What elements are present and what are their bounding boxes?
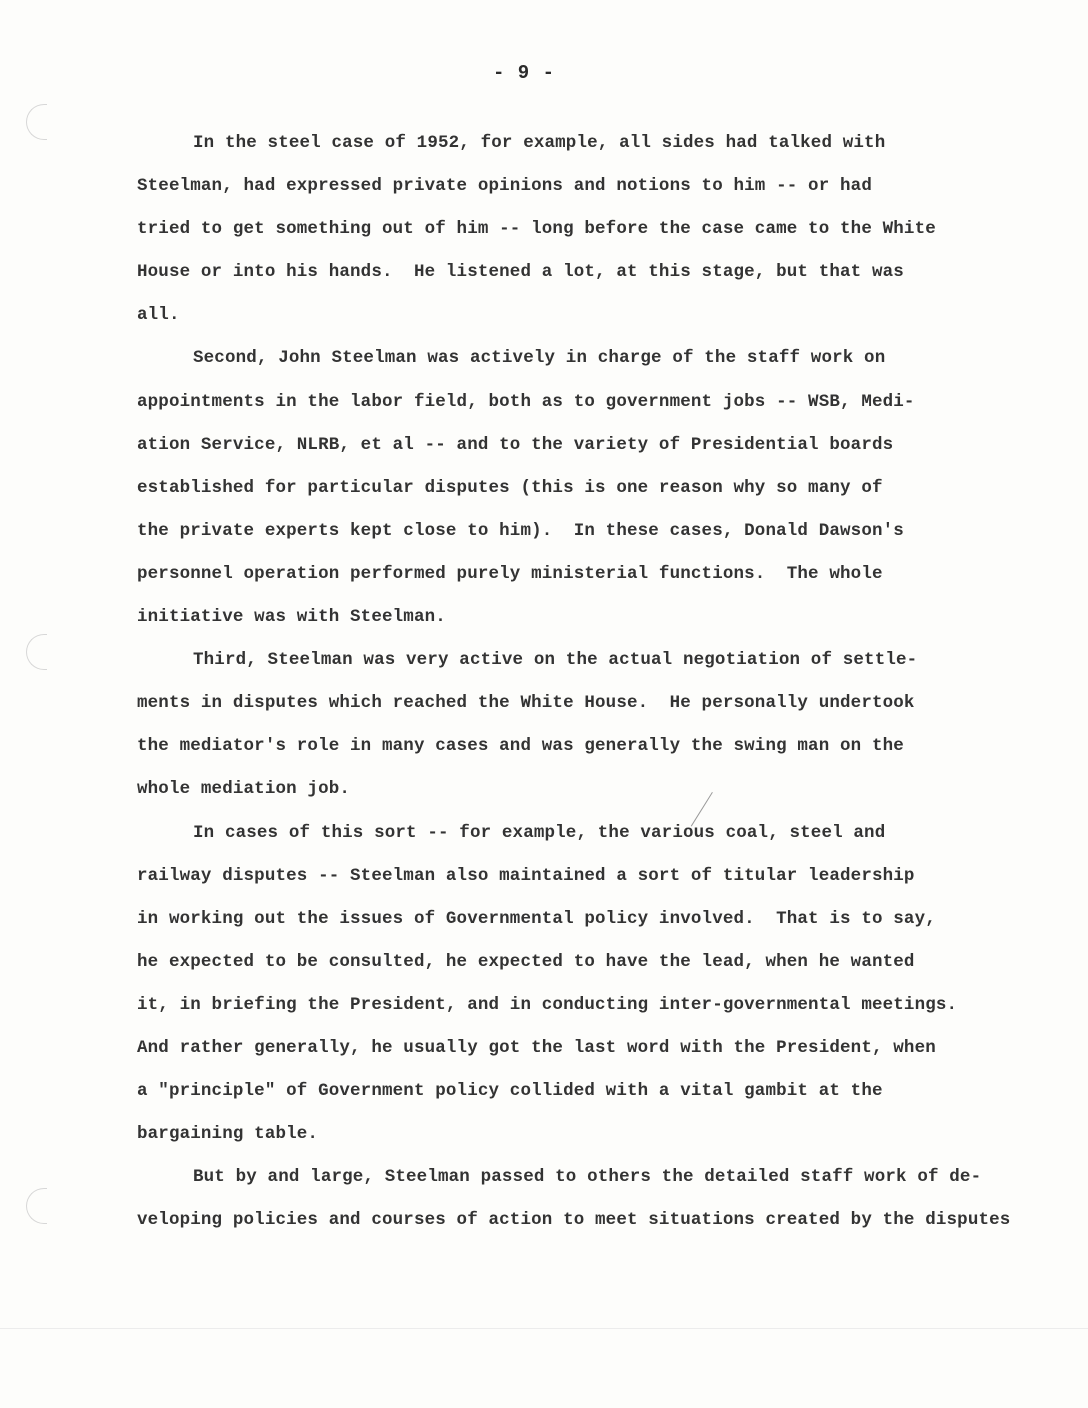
text-line: personnel operation performed purely ministerial functions. The whole	[137, 563, 883, 584]
text-line: it, in briefing the President, and in conducting inter-governmental meetings.	[137, 994, 958, 1015]
text-line: Third, Steelman was very active on the actual negotiation of settle-	[193, 650, 918, 671]
text-line: veloping policies and courses of action to meet situations created by the disputes	[137, 1210, 1011, 1231]
text-line: But by and large, Steelman passed to others the detailed staff work of de-	[193, 1167, 982, 1188]
text-line: bargaining table.	[137, 1124, 319, 1145]
text-line: initiative was with Steelman.	[137, 607, 446, 628]
punch-hole-mark	[26, 634, 47, 670]
text-line: Steelman, had expressed private opinions and notions to him -- or had	[137, 176, 872, 197]
text-line: Second, John Steelman was actively in charge of the staff work on	[193, 348, 886, 369]
text-line: whole mediation job.	[137, 779, 351, 800]
text-line: In cases of this sort -- for example, the various coal, steel and	[193, 822, 886, 843]
body-text	[137, 122, 1037, 1242]
text-line: the private experts kept close to him). In these cases, Donald Dawson's	[137, 520, 904, 541]
page-number: - 9 -	[492, 62, 555, 84]
punch-hole-mark	[26, 1188, 47, 1224]
text-line: In the steel case of 1952, for example, all sides had talked with	[193, 133, 886, 153]
text-line: established for particular disputes (this is one reason why so many of	[137, 477, 883, 498]
text-line: the mediator's role in many cases and was generally the swing man on the	[137, 736, 904, 757]
scan-edge-line	[0, 1328, 1088, 1329]
text-line: in working out the issues of Governmental policy involved. That is to say,	[137, 908, 936, 929]
text-line: tried to get something out of him -- long before the case came to the White	[137, 219, 936, 240]
text-line: House or into his hands. He listened a lot, at this stage, but that was	[137, 262, 904, 283]
punch-hole-mark	[26, 104, 47, 140]
text-line: railway disputes -- Steelman also maintained a sort of titular leadership	[137, 865, 915, 886]
text-line: ments in disputes which reached the White House. He personally undertook	[137, 693, 915, 714]
text-line: And rather generally, he usually got the last word with the President, when	[137, 1037, 936, 1058]
text-line: appointments in the labor field, both as to government jobs -- WSB, Medi-	[137, 391, 915, 412]
text-line: all.	[137, 305, 180, 326]
text-line: ation Service, NLRB, et al -- and to the variety of Presidential boards	[137, 434, 894, 455]
text-line: he expected to be consulted, he expected to have the lead, when he wanted	[137, 951, 915, 972]
text-line: a "principle" of Government policy collided with a vital gambit at the	[137, 1081, 883, 1102]
